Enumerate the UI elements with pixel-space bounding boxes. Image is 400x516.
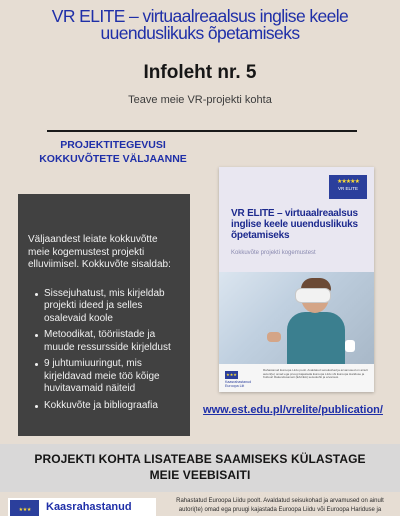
title-line-1: VR ELITE – virtuaalreaalsus inglise keele (51, 6, 349, 26)
logo-text: Kaasrahastanud (46, 501, 132, 513)
photo-shirt (287, 312, 345, 364)
disclaimer-line-1: Rahastatud Euroopa Liidu poolt. Avaldatud seisukohad ja arvamused on ainult (176, 498, 384, 504)
summary-panel (18, 194, 190, 436)
banner-line-2: MEIE VEEBISAITI (149, 468, 251, 482)
website-banner (0, 444, 400, 492)
vr-controller-icon (345, 340, 355, 352)
eu-cofunded-logo (8, 498, 156, 516)
disclaimer-line-2: autori(te) omad ega pruugi kajastada Euroopa Liidu või Euroopa Hariduse ja (178, 506, 382, 513)
section-title-line-1: PROJEKTITEGEVUSI (60, 139, 166, 151)
newsletter-number: Infoleht nr. 5 (143, 62, 257, 83)
funding-disclaimer (165, 497, 395, 514)
summary-intro: Väljaandest leiate kokkuvõtte meie kogemustest projekti elluviimisel. Kokkuvõte sisaldab: (28, 234, 171, 270)
divider (47, 130, 357, 132)
summary-list (28, 288, 180, 413)
list-item: 9 juhtumiuuringut, mis kirjeldavad meie töö kõige huvitavamaid näiteid (36, 358, 180, 396)
cover-footer (219, 364, 374, 392)
title-line-2: uuenduslikuks õpetamiseks (100, 23, 300, 43)
cover-title: VR ELITE – virtuaalreaalsus inglise keele uuenduslikuks õpetamiseks (231, 208, 358, 241)
cover-subtitle: Kokkuvõte projekti kogemustest (231, 250, 316, 256)
cover-footer-disclaimer: Rahastanud Euroopa Liidu poolt. Avaldatud seisukohad ja arvamused on ainult autori(te) omad ega pruugi kajastada Euroopa Liidu või Euroopa Hariduse ja Kultuuri Rakendusameti (EACEA) seisukohti ja arvamusi. (263, 368, 368, 380)
list-item: Metoodikat, tööriistade ja muude ressursside kirjeldust (36, 329, 180, 354)
eu-flag-icon: ★★★ (226, 372, 237, 377)
publication-link[interactable]: www.est.edu.pl/vrelite/publication/ (203, 404, 383, 416)
vr-headset-icon (295, 288, 331, 303)
newsletter-subtitle: Teave meie VR-projekti kohta (128, 94, 272, 106)
cover-flag-label: VR ELITE (337, 186, 358, 191)
section-title-line-2: KOKKUVÕTETE VÄLJAANNE (39, 152, 187, 165)
list-item: Sissejuhatust, mis kirjeldab projekti ideed ja selles osalevaid koole (36, 288, 180, 326)
vr-student-photo (219, 272, 374, 364)
publication-cover[interactable] (219, 167, 374, 392)
document-title (0, 8, 400, 42)
banner-line-1: PROJEKTI KOHTA LISATEABE SAAMISEKS KÜLASTAGE (34, 452, 366, 466)
eu-flag-icon: ★★★★★ VR ELITE (329, 175, 367, 199)
cover-footer-logo: Kaasrahastanud Euroopa Liit (225, 380, 252, 388)
list-item: Kokkuvõte ja bibliograafia (36, 400, 180, 413)
eu-flag-icon: ★ ★ ★ (10, 500, 39, 516)
photo-hand (267, 332, 281, 342)
section-title (14, 139, 212, 166)
